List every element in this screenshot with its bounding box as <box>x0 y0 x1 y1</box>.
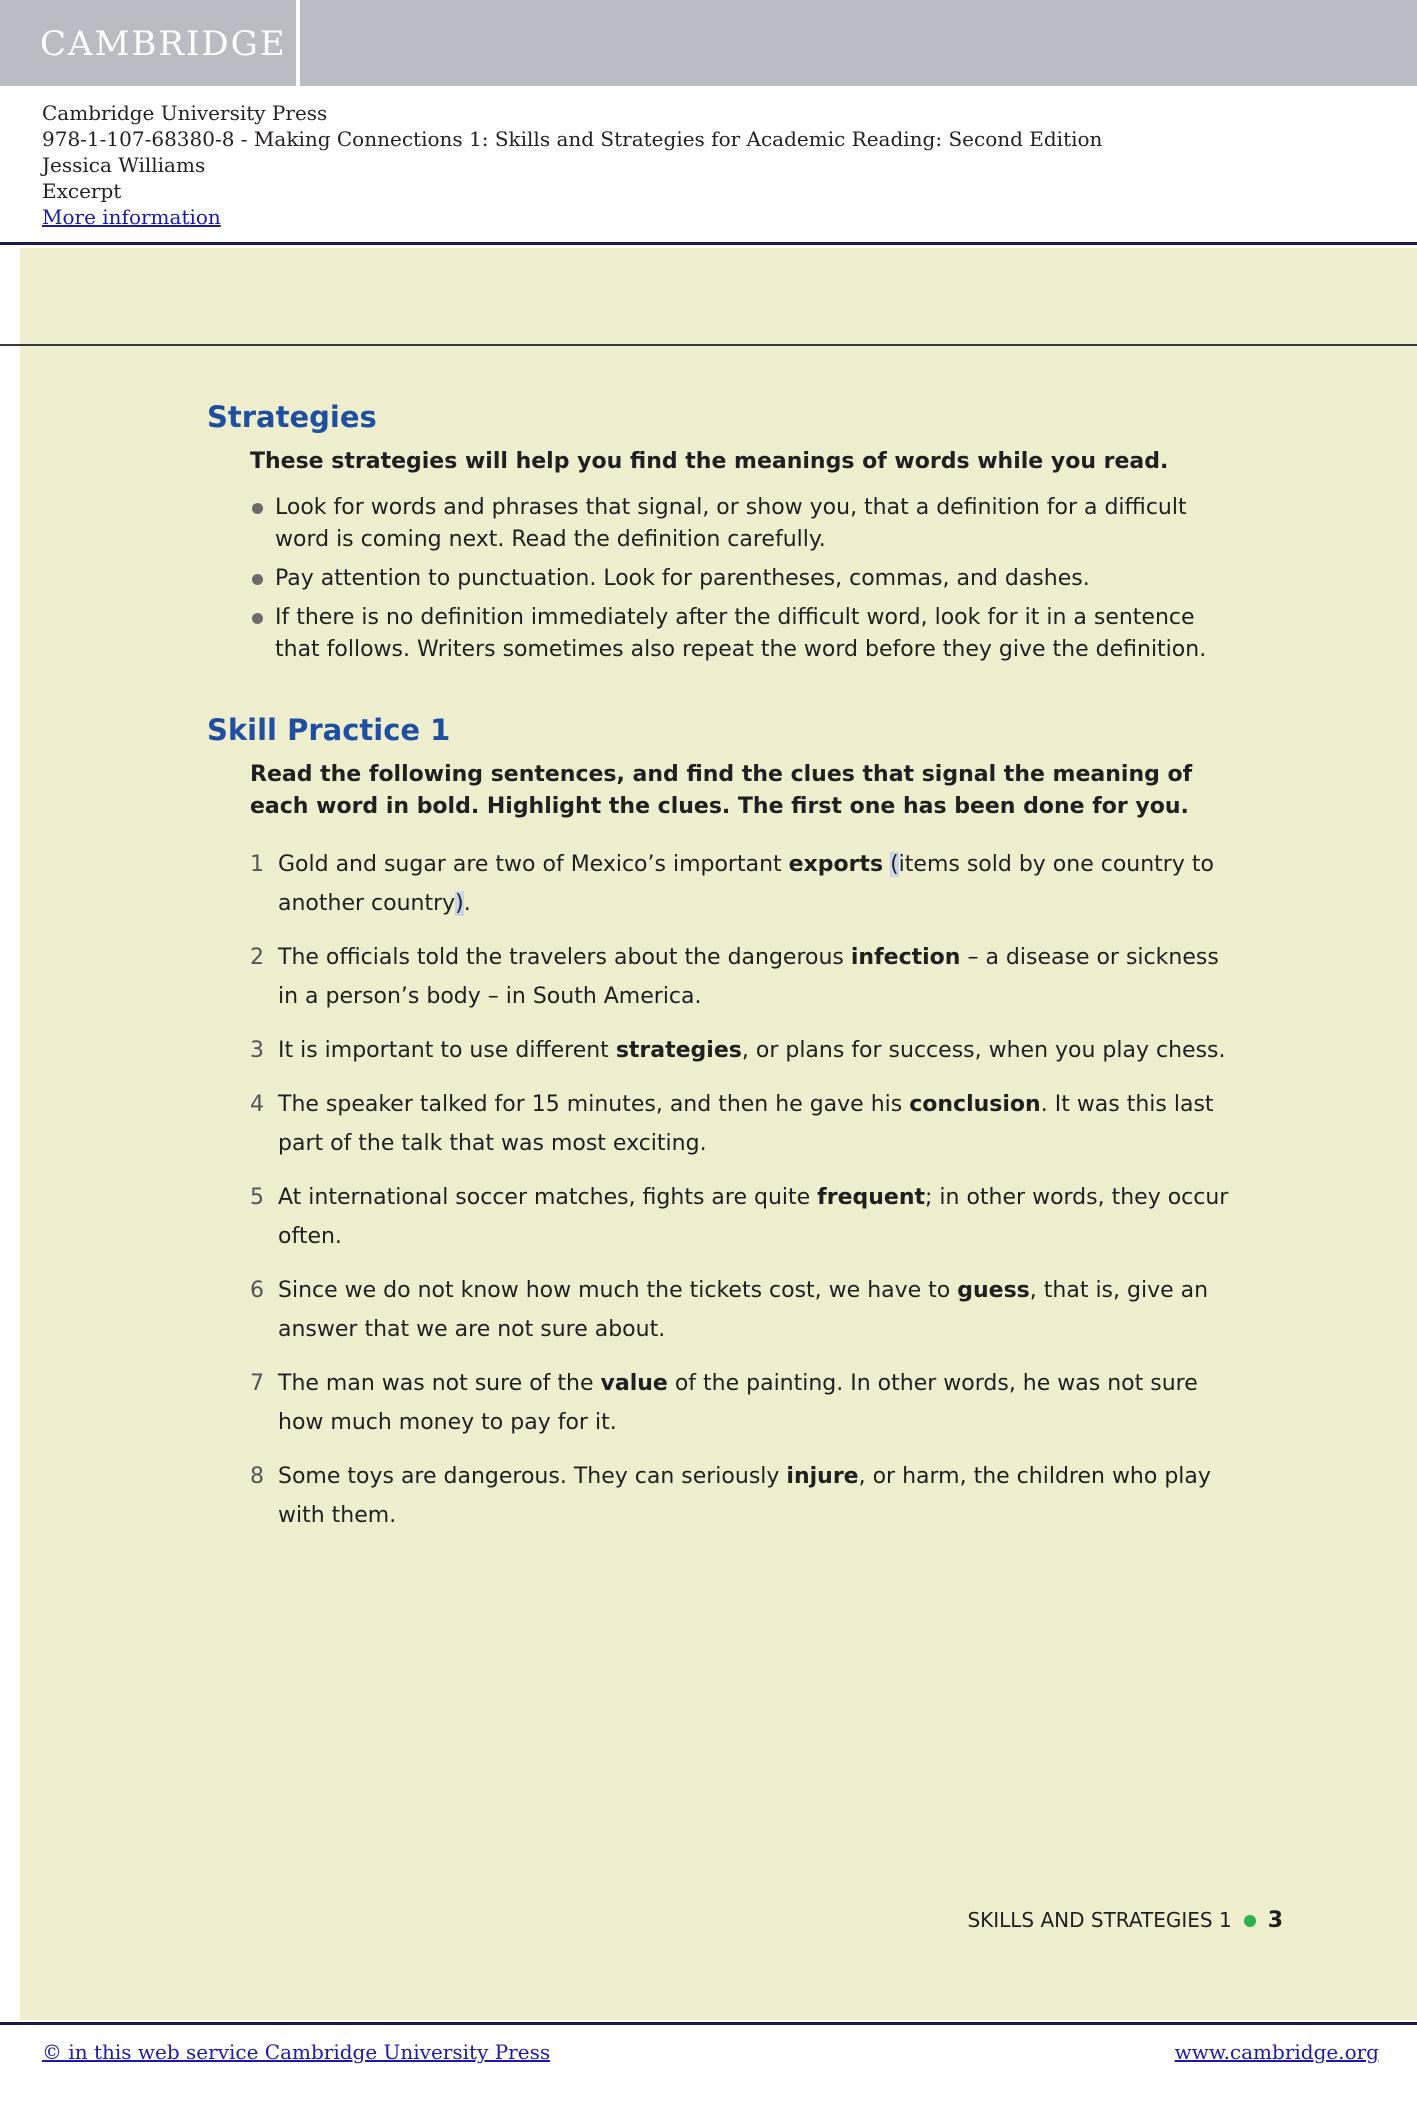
page-margin-line <box>18 248 20 2020</box>
highlighted-clue: ) <box>455 891 464 916</box>
strategies-lead: These strategies will help you find the meanings of words while you read. <box>250 449 1169 474</box>
list-item: Pay attention to punctuation. Look for parentheses, commas, and dashes. <box>250 563 1230 595</box>
website-link[interactable]: www.cambridge.org <box>1174 2040 1379 2064</box>
list-item: 7 The man was not sure of the value of the painting. In other words, he was not sure how much money to pay for it. <box>250 1371 1198 1435</box>
bullet-icon <box>252 574 263 585</box>
bullet-icon <box>252 613 263 624</box>
list-item: 4 The speaker talked for 15 minutes, and then he gave his conclusion. It was this last part of the talk that was most exciting. <box>250 1092 1214 1156</box>
dot-icon <box>1244 1915 1256 1927</box>
more-information-link[interactable]: More information <box>42 205 221 229</box>
list-item: 3 It is important to use different strategies, or plans for success, when you play chess. <box>250 1038 1226 1063</box>
list-item: 2 The officials told the travelers about the dangerous infection – a disease or sickness in a person’s body – in South America. <box>250 945 1219 1009</box>
copyright-link[interactable]: © in this web service Cambridge University Press <box>42 2040 551 2064</box>
footer-rule <box>0 2022 1417 2025</box>
highlighted-clue: ( <box>890 852 899 877</box>
list-item: 5 At international soccer matches, fights are quite frequent; in other words, they occur often. <box>250 1185 1229 1249</box>
publisher-name: Cambridge University Press <box>42 101 328 125</box>
banner-divider <box>296 0 300 86</box>
author-name: Jessica Williams <box>42 153 206 177</box>
list-item: If there is no definition immediately after the difficult word, look for it in a sentence that follows. Writers sometimes also repeat the word before they give the definition. <box>250 602 1230 666</box>
page-top-rule <box>0 344 1417 346</box>
cambridge-logo: CAMBRIDGE <box>40 24 287 64</box>
strategies-list <box>250 492 1230 666</box>
list-item: Look for words and phrases that signal, or show you, that a definition for a difficult word is coming next. Read the definition carefully. <box>250 492 1230 556</box>
list-item: 1 Gold and sugar are two of Mexico’s important exports (items sold by one country to another country). <box>250 852 1214 916</box>
section-label: SKILLS AND STRATEGIES 1 <box>967 1908 1232 1932</box>
excerpt-label: Excerpt <box>42 179 122 203</box>
strategies-heading: Strategies <box>207 400 377 434</box>
page-number: 3 <box>1267 1908 1283 1933</box>
list-item: 8 Some toys are dangerous. They can seriously injure, or harm, the children who play with them. <box>250 1464 1211 1528</box>
header-banner <box>0 0 1417 86</box>
practice-list <box>250 845 1230 1535</box>
page-content <box>207 398 1227 1550</box>
isbn-title: 978-1-107-68380-8 - Making Connections 1: Skills and Strategies for Academic Reading: Second Edition <box>42 127 1103 151</box>
header-rule <box>0 242 1417 245</box>
page-footer <box>900 1905 1283 1936</box>
skill-practice-instruction: Read the following sentences, and find the clues that signal the meaning of each word in bold. Highlight the clues. The first one has been done for you. <box>250 762 1193 819</box>
book-metadata <box>42 100 1382 230</box>
bullet-icon <box>252 503 263 514</box>
list-item: 6 Since we do not know how much the tickets cost, we have to guess, that is, give an answer that we are not sure about. <box>250 1278 1209 1342</box>
skill-practice-heading: Skill Practice 1 <box>207 713 451 747</box>
